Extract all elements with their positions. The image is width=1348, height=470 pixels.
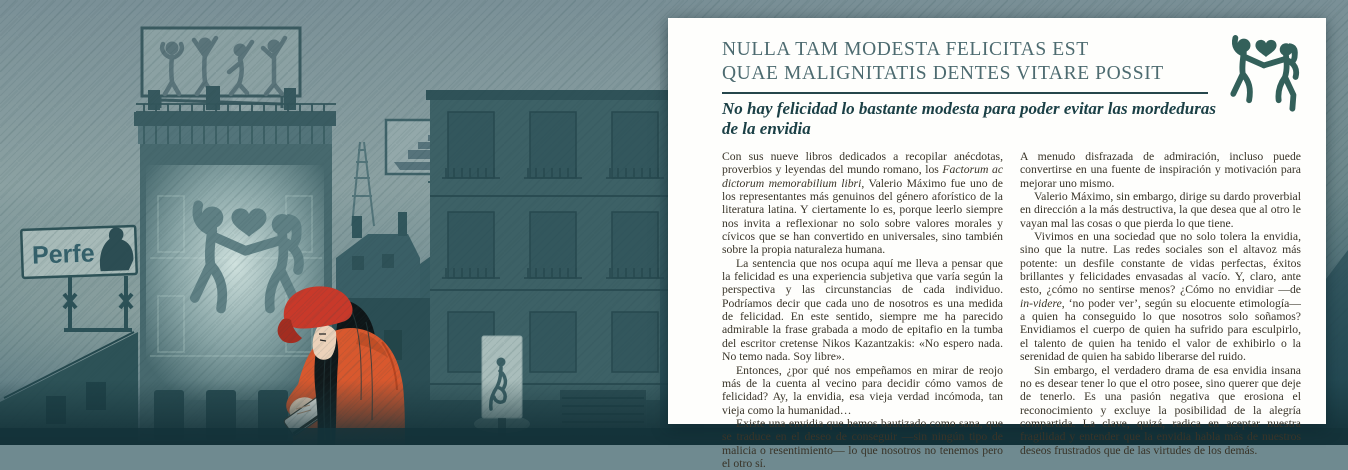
article-column-right xyxy=(1020,150,1301,470)
article-subtitle: No hay felicidad lo bastante modesta para poder evitar las mordeduras de la envidia xyxy=(722,99,1216,138)
article-column-left xyxy=(722,150,1003,470)
article-paragraph: Vivimos en una sociedad que no solo tolera la envidia, sino que la nutre. Las redes sociales son el altavoz más potente: un desfile constante de vidas perfectas, éxitos brillantes y felicidades envasadas al vacío. Y, claro, ante esto, ¿cómo no sentirse menos? ¿Cómo no envidiar —de in-videre, ‘no poder ver’, según su elocuente etimología— a quien ha conseguido lo que nosotros solo soñamos? Envidiamos el cuerpo de quien ha sufrido para esculpirlo, el talento de quien ha tenido el valor de exhibirlo o la serenidad de quien ha sabido liberarse del ruido. xyxy=(1020,230,1301,364)
couple-heart-icon xyxy=(1228,34,1304,120)
article-body xyxy=(722,150,1302,470)
title-divider xyxy=(722,92,1208,94)
article-paragraph: Sin embargo, el verdadero drama de esa envidia insana no es desear tener lo que el otro posee, sino querer que deje de tenerlo. Es una pasión negativa que erosiona el reconocimiento y excluye la posibilidad de la alegría compartida. La clave, quizá, radica en aceptar nuestra fragilidad y entender que la envidia habla más de nuestros deseos frustrados que de las virtudes de los demás. xyxy=(1020,363,1301,457)
article-paragraph: Entonces, ¿por qué nos empeñamos en mirar de reojo más de la cuenta al vecino para decidir cómo vamos de felicidad? Ay, la envidia, esa vieja verdad incómoda, tan vieja como la humanidad… xyxy=(722,363,1003,417)
title-line-2: QUAE MALIGNITATIS DENTES VITARE POSSIT xyxy=(722,63,1164,84)
title-line-1: NULLA TAM MODESTA FELICITAS EST xyxy=(722,39,1089,60)
article-paragraph: Con sus nueve libros dedicados a recopilar anécdotas, proverbios y leyendas del mundo romano, los Factorum ac dictorum memorabilium libri, Valerio Máximo fue uno de los representantes más genuinos del género aforístico de la literatura latina. Y ciertamente lo es, porque leerlo siempre nos invita a reflexionar no solo sobre valores morales y cívicos que se han convertido en universales, sino también sobre la propia naturaleza humana. xyxy=(722,150,1004,257)
article-panel xyxy=(668,18,1326,470)
article-title xyxy=(722,38,1302,86)
article-paragraph: Valerio Máximo, sin embargo, dirige su dardo proverbial en dirección a la más destructiva, la que desea que al otro le vayan mal las cosas o que pierda lo que tiene. xyxy=(1020,190,1301,230)
article-paragraph: A menudo disfrazada de admiración, incluso puede convertirse en una fuente de inspiración y motivación para mejorar uno mismo. xyxy=(1020,150,1301,190)
article-paragraph: La sentencia que nos ocupa aquí me lleva a pensar que la felicidad es una experiencia subjetiva que varía según la perspectiva y las circunstancias de cada individuo. Podríamos decir que cada uno de nosotros es una medida de felicidad. En este sentido, siempre me ha parecido admirable la frase grabada a modo de epitafio en la tumba del escritor cretense Nikos Kazantzakis: «No espero nada. No temo nada. Soy libre». xyxy=(722,256,1003,364)
article-paragraph: Existe una envidia que hemos bautizado como sana, que se traduce en el deseo de conseguir —sin ningún tipo de malicia o resentimiento— lo que nosotros no tenemos pero el otro sí. xyxy=(722,416,1003,470)
